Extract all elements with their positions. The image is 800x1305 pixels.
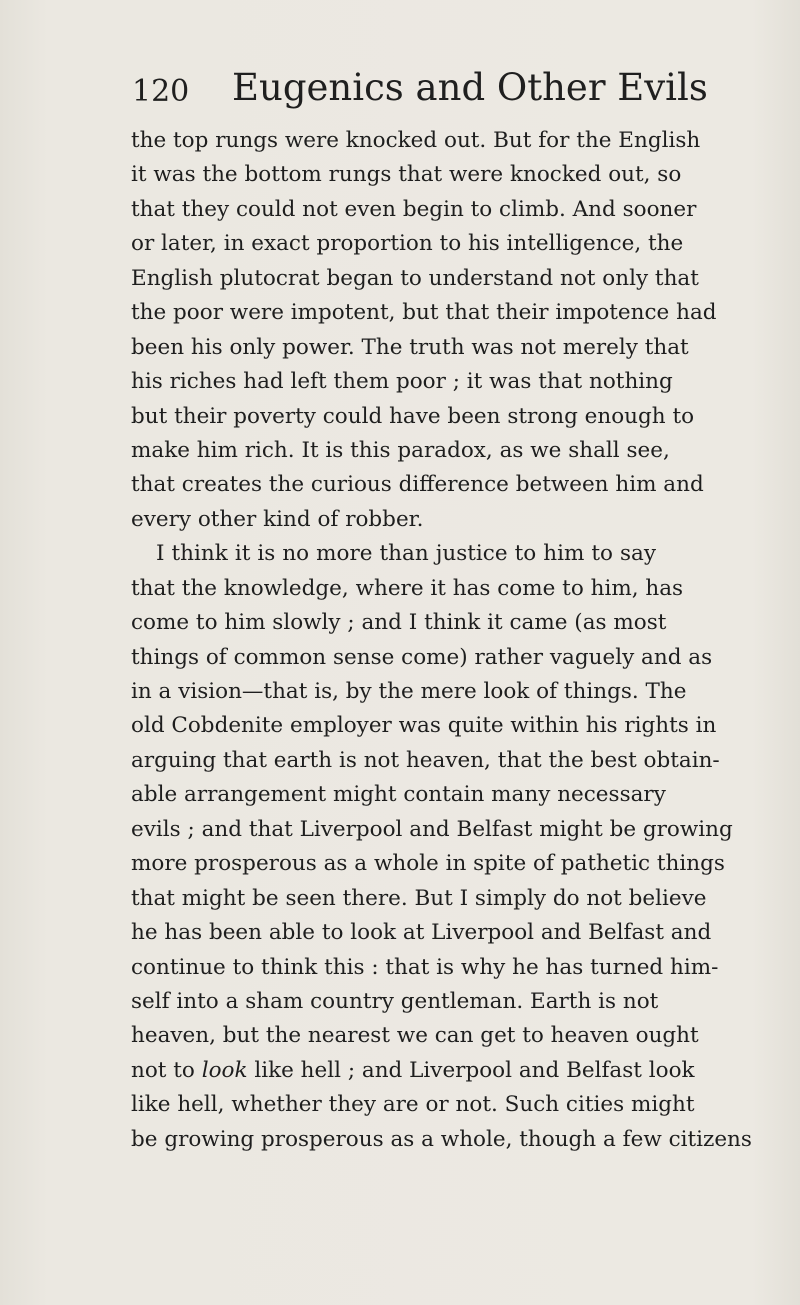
page-number: 120 (132, 74, 190, 109)
text-line: every other kind of robber. (131, 506, 424, 532)
text-line: it was the bottom rungs that were knocked out, so (131, 162, 682, 188)
text-line: old Cobdenite employer was quite within his rights in (131, 713, 717, 739)
text-line: English plutocrat began to understand not only that (131, 265, 699, 291)
text-line: he has been able to look at Liverpool and Belfast and (131, 920, 712, 946)
text-line: make him rich. It is this paradox, as we shall see, (131, 437, 670, 463)
text-line: that they could not even begin to climb. And sooner (131, 196, 697, 222)
text-line: the poor were impotent, but that their impotence had (131, 300, 717, 326)
text-line: continue to think this : that is why he has turned him- (131, 954, 719, 980)
running-title: Eugenics and Other Evils (232, 66, 708, 109)
paragraph-1 (131, 124, 717, 537)
text-line: or later, in exact proportion to his intelligence, the (131, 231, 684, 257)
paragraph-2 (131, 537, 752, 1157)
text-line: heaven, but the nearest we can get to heaven ought (131, 1023, 699, 1049)
text-line: been his only power. The truth was not merely that (131, 334, 689, 360)
text-line: the top rungs were knocked out. But for the English (131, 128, 701, 153)
text-line: his riches had left them poor ; it was that nothing (131, 369, 673, 395)
page-header (132, 66, 708, 116)
text-segment: like hell ; and Liverpool and Belfast look (247, 1057, 695, 1083)
text-line: that the knowledge, where it has come to him, has (131, 575, 684, 601)
emphasis-word: look (201, 1057, 248, 1083)
text-line: like hell, whether they are or not. Such cities might (131, 1092, 695, 1118)
text-line-with-emphasis (131, 1054, 695, 1088)
text-line: that creates the curious difference between him and (131, 472, 704, 498)
text-line: things of common sense come) rather vaguely and as (131, 644, 713, 670)
text-line: be growing prosperous as a whole, though a few citizens (131, 1126, 752, 1152)
text-line: arguing that earth is not heaven, that the best obtain- (131, 747, 720, 773)
text-line: I think it is no more than justice to him to say (156, 541, 656, 567)
text-segment: not to (131, 1057, 202, 1083)
text-line: able arrangement might contain many necessary (131, 782, 666, 808)
text-line: in a vision—that is, by the mere look of things. The (131, 679, 687, 704)
text-line: come to him slowly ; and I think it came (as most (131, 610, 667, 636)
body-text (131, 124, 752, 1157)
text-line: that might be seen there. But I simply do not believe (131, 885, 707, 911)
text-line: self into a sham country gentleman. Earth is not (131, 988, 659, 1014)
text-line: but their poverty could have been strong enough to (131, 403, 695, 429)
text-line: evils ; and that Liverpool and Belfast might be growing (131, 816, 733, 842)
text-line: more prosperous as a whole in spite of pathetic things (131, 851, 725, 877)
